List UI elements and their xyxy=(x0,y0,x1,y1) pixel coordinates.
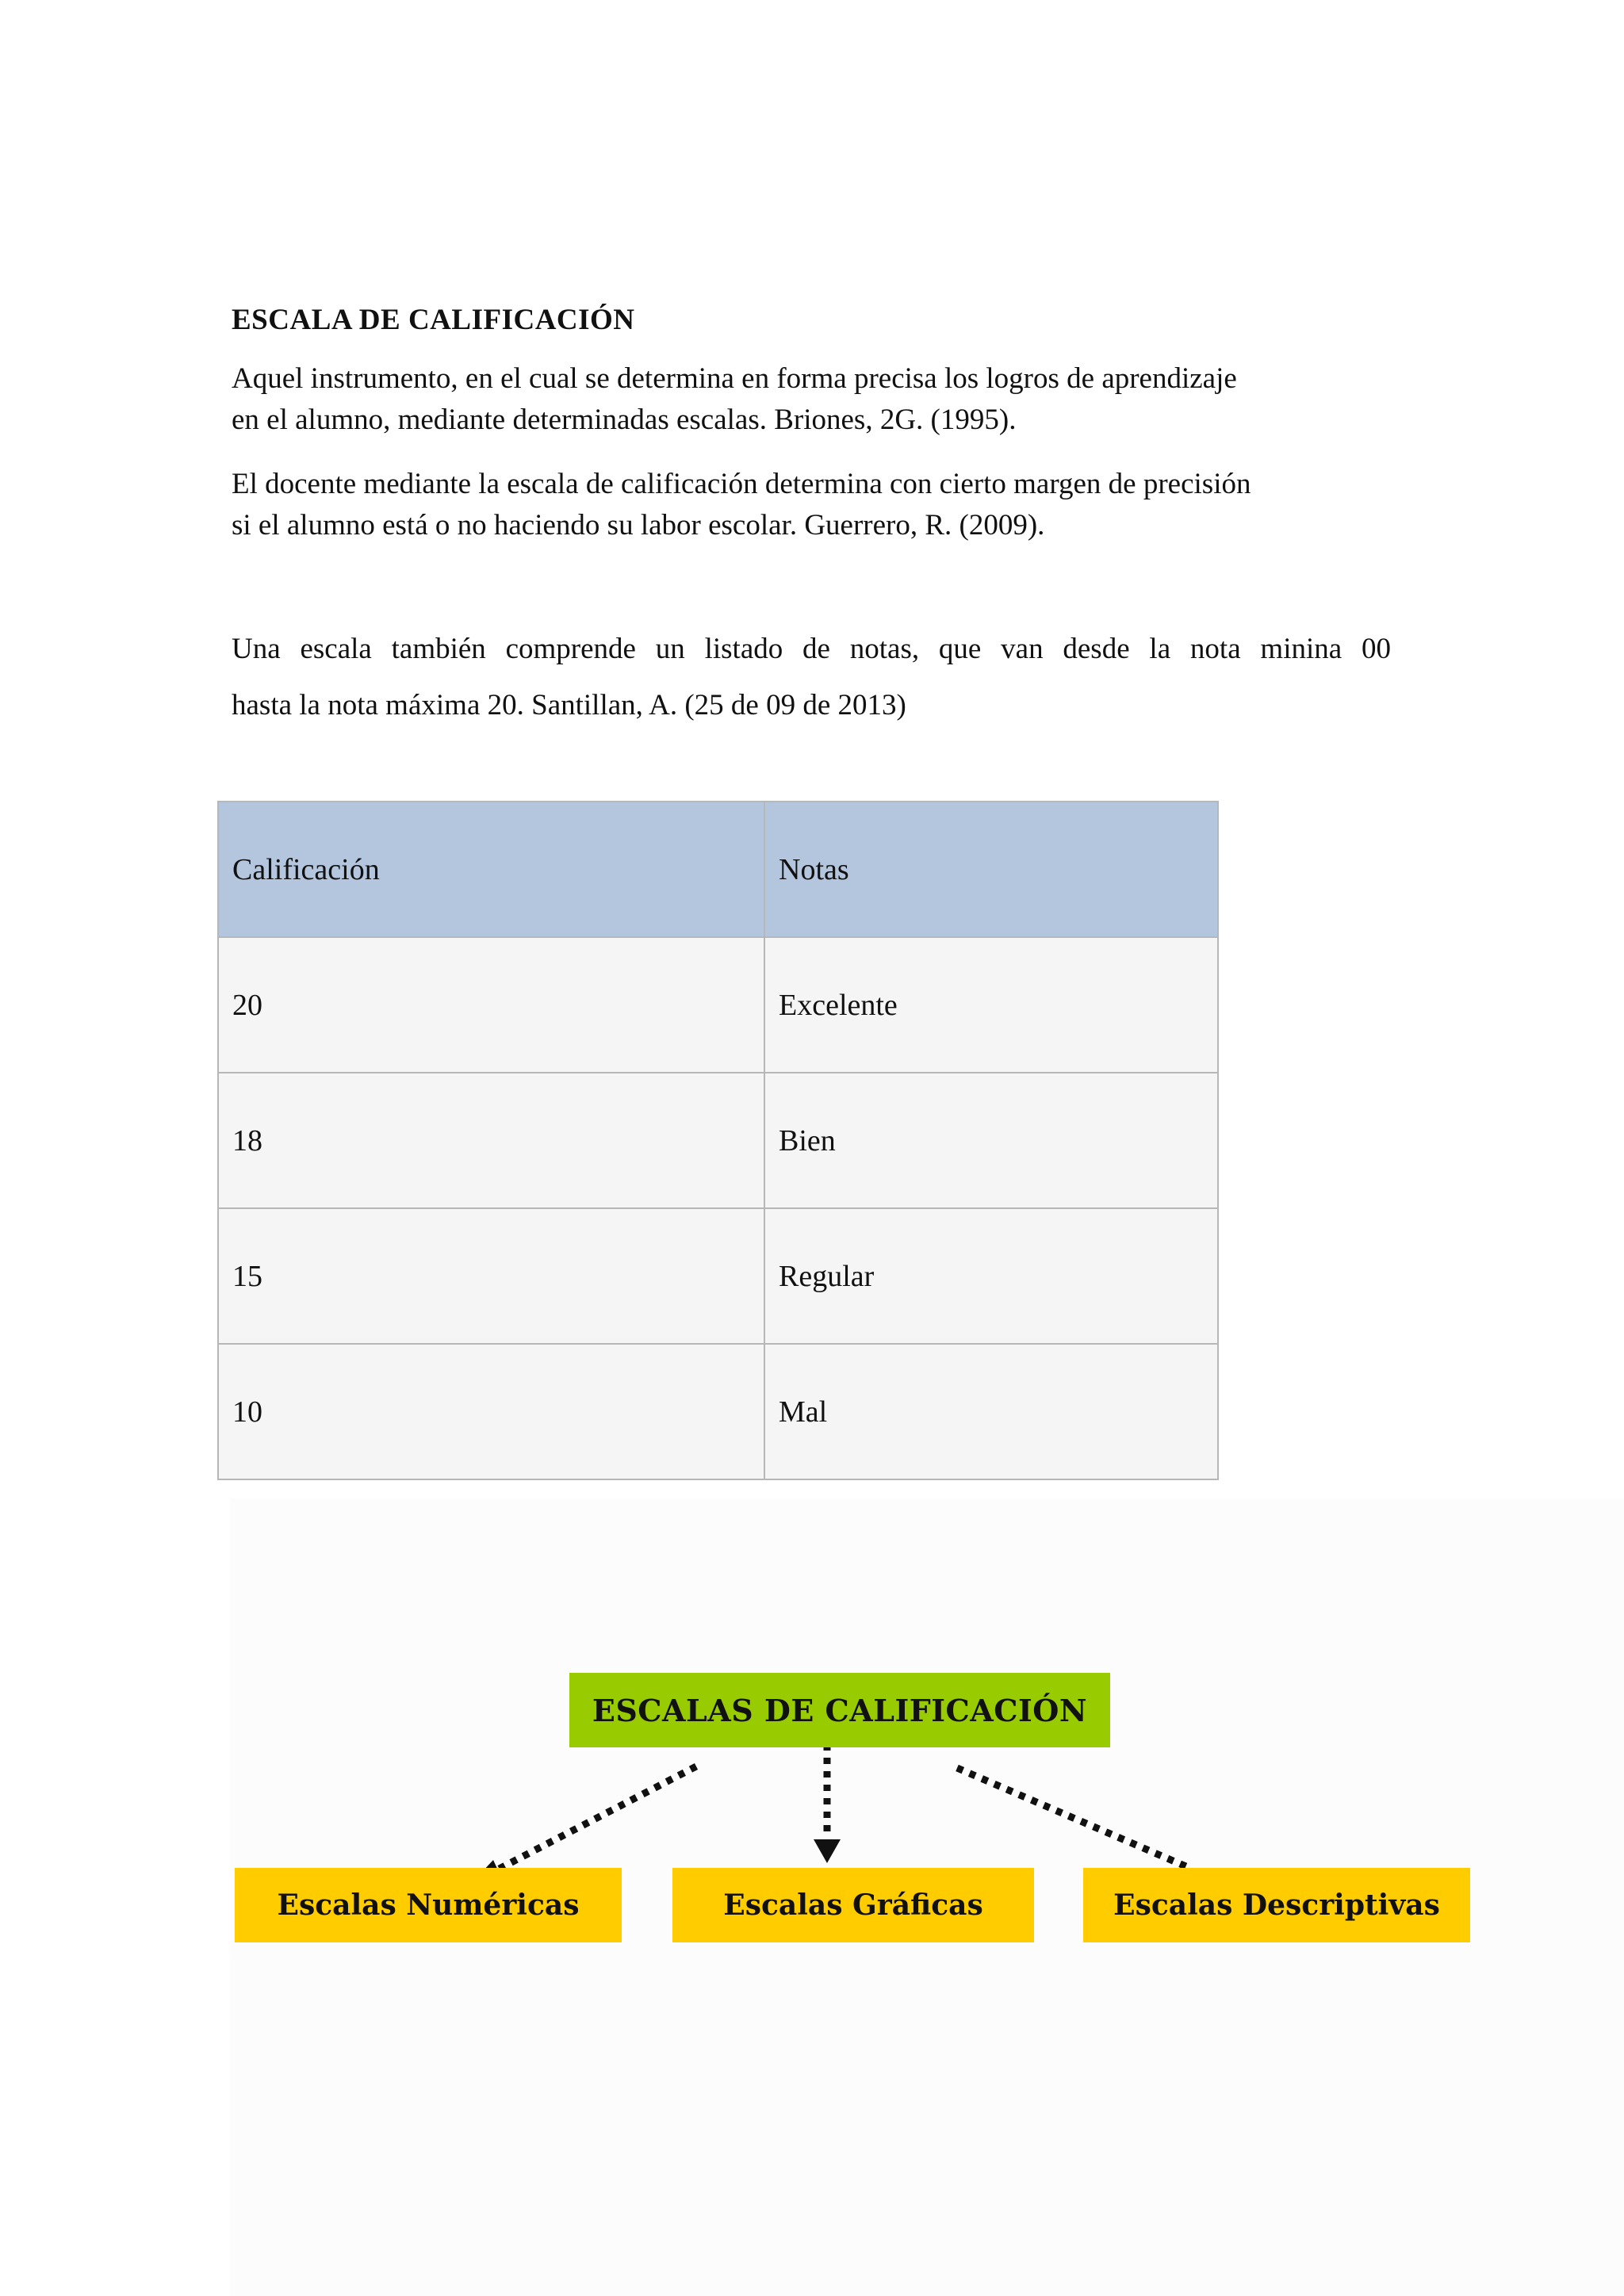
diagram-root-node: ESCALAS DE CALIFICACIÓN xyxy=(569,1673,1110,1747)
section-heading: ESCALA DE CALIFICACIÓN xyxy=(232,304,635,336)
table-cell: 15 xyxy=(218,1208,764,1344)
paragraph-3-line-1: Una escala también comprende un listado de notas, que van desde la nota minina 00 xyxy=(232,633,1391,665)
paragraph-2-line-2: si el alumno está o no haciendo su labor escolar. Guerrero, R. (2009). xyxy=(232,509,1045,541)
table-cell: 18 xyxy=(218,1073,764,1208)
table-cell: 20 xyxy=(218,937,764,1073)
grades-table xyxy=(217,801,1219,1480)
diagram-leaf-numericas: Escalas Numéricas xyxy=(235,1868,622,1942)
table-cell: 10 xyxy=(218,1344,764,1479)
diagram-leaf-graficas: Escalas Gráficas xyxy=(672,1868,1034,1942)
table-cell: Bien xyxy=(764,1073,1218,1208)
paragraph-3-line-2: hasta la nota máxima 20. Santillan, A. (25 de 09 de 2013) xyxy=(232,689,906,721)
table-cell: Regular xyxy=(764,1208,1218,1344)
table-row xyxy=(218,1344,1218,1479)
table-header-row xyxy=(218,802,1218,937)
table-row xyxy=(218,1208,1218,1344)
paragraph-2-line-1: El docente mediante la escala de calificación determina con cierto margen de precisión xyxy=(232,468,1251,500)
table-cell: Excelente xyxy=(764,937,1218,1073)
paragraph-1-line-2: en el alumno, mediante determinadas escalas. Briones, 2G. (1995). xyxy=(232,404,1017,436)
paragraph-1-line-1: Aquel instrumento, en el cual se determina en forma precisa los logros de aprendizaje xyxy=(232,362,1237,395)
column-header-notas: Notas xyxy=(764,802,1218,937)
table-row xyxy=(218,1073,1218,1208)
table-row xyxy=(218,937,1218,1073)
diagram-leaf-descriptivas: Escalas Descriptivas xyxy=(1083,1868,1470,1942)
column-header-calificacion: Calificación xyxy=(218,802,764,937)
table-cell: Mal xyxy=(764,1344,1218,1479)
